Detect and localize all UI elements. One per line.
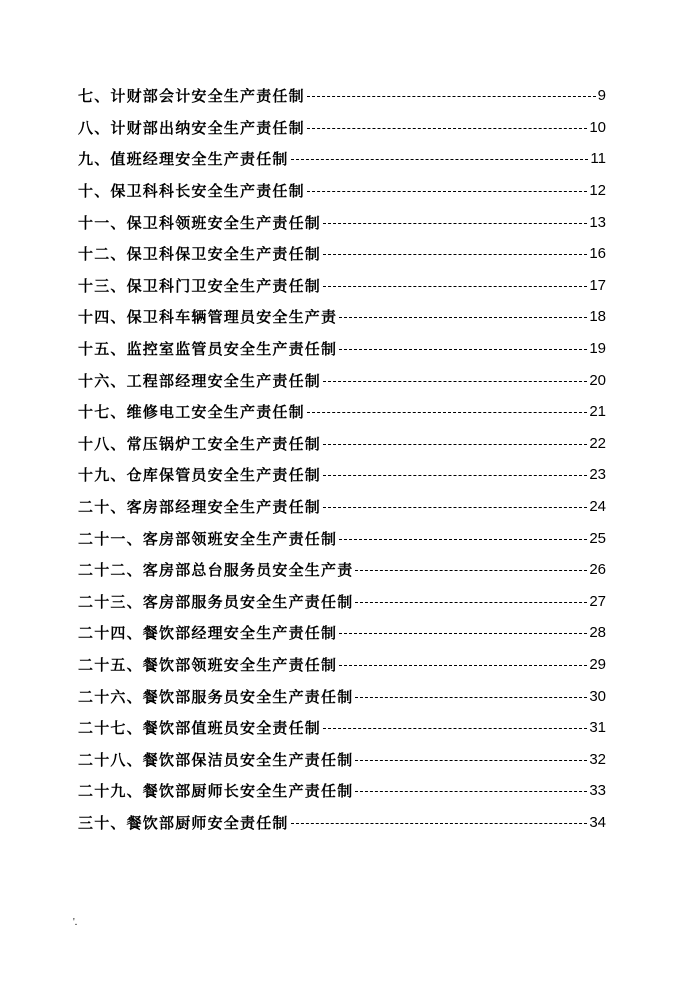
toc-leader-dashes — [355, 602, 587, 603]
toc-entry-title: 三十、餐饮部厨师安全责任制 — [78, 813, 289, 832]
toc-entry-page-number: 33 — [589, 782, 606, 800]
toc-leader-dashes — [291, 823, 588, 824]
toc-leader-dashes — [323, 223, 587, 224]
toc-entry-title: 十一、保卫科领班安全生产责任制 — [78, 213, 322, 232]
toc-entry-page-number: 32 — [589, 750, 606, 768]
toc-leader-dashes — [355, 570, 587, 571]
toc-entry-title: 二十三、客房部服务员安全生产责任制 — [78, 592, 354, 611]
toc-entry[interactable] — [78, 112, 606, 144]
toc-entry[interactable] — [78, 712, 606, 744]
toc-entry-title: 九、值班经理安全生产责任制 — [78, 150, 289, 169]
toc-entry-page-number: 10 — [589, 118, 606, 136]
toc-entry-title: 二十五、餐饮部领班安全生产责任制 — [78, 655, 338, 674]
toc-entry[interactable] — [78, 491, 606, 523]
toc-entry-page-number: 17 — [589, 276, 606, 294]
toc-leader-dashes — [323, 381, 587, 382]
toc-entry[interactable] — [78, 175, 606, 207]
toc-entry-title: 十九、仓库保管员安全生产责任制 — [78, 466, 322, 485]
toc-leader-dashes — [339, 665, 587, 666]
toc-leader-dashes — [323, 254, 587, 255]
toc-entry[interactable] — [78, 143, 606, 175]
toc-leader-dashes — [339, 349, 587, 350]
toc-entry-page-number: 27 — [589, 592, 606, 610]
toc-leader-dashes — [323, 728, 587, 729]
toc-entry[interactable] — [78, 649, 606, 681]
toc-entry[interactable] — [78, 80, 606, 112]
toc-entry-page-number: 21 — [589, 403, 606, 421]
toc-entry[interactable] — [78, 206, 606, 238]
toc-entry-page-number: 19 — [589, 340, 606, 358]
toc-entry-title: 十五、监控室监管员安全生产责任制 — [78, 340, 338, 359]
toc-leader-dashes — [323, 475, 587, 476]
toc-leader-dashes — [323, 507, 587, 508]
toc-entry[interactable] — [78, 554, 606, 586]
toc-entry[interactable] — [78, 807, 606, 839]
toc-entry-title: 二十二、客房部总台服务员安全生产责 — [78, 561, 354, 580]
toc-entry-page-number: 24 — [589, 498, 606, 516]
toc-entry-page-number: 29 — [589, 655, 606, 673]
toc-entry[interactable] — [78, 680, 606, 712]
toc-entry-title: 十二、保卫科保卫安全生产责任制 — [78, 245, 322, 264]
toc-entry-page-number: 11 — [590, 150, 606, 168]
toc-entry[interactable] — [78, 238, 606, 270]
toc-leader-dashes — [355, 791, 587, 792]
toc-entry-title: 十六、工程部经理安全生产责任制 — [78, 371, 322, 390]
toc-entry[interactable] — [78, 301, 606, 333]
toc-entry-page-number: 9 — [597, 87, 606, 105]
toc-leader-dashes — [307, 128, 588, 129]
toc-entry-title: 十七、维修电工安全生产责任制 — [78, 403, 305, 422]
toc-entry[interactable] — [78, 428, 606, 460]
toc-entry-title: 二十九、餐饮部厨师长安全生产责任制 — [78, 782, 354, 801]
toc-entry[interactable] — [78, 270, 606, 302]
toc-leader-dashes — [307, 191, 588, 192]
toc-entry-page-number: 22 — [589, 434, 606, 452]
toc-entry-page-number: 30 — [589, 687, 606, 705]
toc-entry-title: 七、计财部会计安全生产责任制 — [78, 87, 305, 106]
toc-leader-dashes — [339, 633, 587, 634]
toc-entry-title: 二十一、客房部领班安全生产责任制 — [78, 529, 338, 548]
toc-entry-title: 十四、保卫科车辆管理员安全生产责 — [78, 308, 338, 327]
toc-entry-page-number: 28 — [589, 624, 606, 642]
toc-entry-page-number: 16 — [589, 245, 606, 263]
toc-leader-dashes — [339, 317, 587, 318]
toc-leader-dashes — [323, 444, 587, 445]
toc-entry[interactable] — [78, 396, 606, 428]
toc-entry-page-number: 12 — [589, 182, 606, 200]
toc-entry-page-number: 13 — [589, 213, 606, 231]
toc-entry[interactable] — [78, 364, 606, 396]
toc-entry-title: 二十、客房部经理安全生产责任制 — [78, 498, 322, 517]
toc-entry-page-number: 18 — [589, 308, 606, 326]
toc-leader-dashes — [355, 760, 587, 761]
toc-entry-title: 十八、常压锅炉工安全生产责任制 — [78, 434, 322, 453]
toc-leader-dashes — [355, 697, 587, 698]
toc-entry-page-number: 31 — [589, 719, 606, 737]
toc-entry[interactable] — [78, 743, 606, 775]
toc-entry-title: 八、计财部出纳安全生产责任制 — [78, 118, 305, 137]
toc-entry-page-number: 26 — [589, 561, 606, 579]
toc-entry-page-number: 23 — [589, 466, 606, 484]
toc-entry[interactable] — [78, 333, 606, 365]
toc-entry[interactable] — [78, 775, 606, 807]
toc-entry-page-number: 34 — [589, 813, 606, 831]
toc-entry[interactable] — [78, 522, 606, 554]
toc-entry[interactable] — [78, 617, 606, 649]
toc-entry[interactable] — [78, 586, 606, 618]
toc-leader-dashes — [307, 96, 596, 97]
toc-leader-dashes — [339, 539, 587, 540]
toc-entry-title: 二十六、餐饮部服务员安全生产责任制 — [78, 687, 354, 706]
table-of-contents — [78, 80, 606, 838]
toc-entry-page-number: 20 — [589, 371, 606, 389]
toc-entry-page-number: 25 — [589, 529, 606, 547]
toc-leader-dashes — [307, 412, 588, 413]
toc-leader-dashes — [323, 286, 587, 287]
toc-entry-title: 二十八、餐饮部保洁员安全生产责任制 — [78, 750, 354, 769]
toc-entry[interactable] — [78, 459, 606, 491]
toc-entry-title: 二十七、餐饮部值班员安全责任制 — [78, 719, 322, 738]
toc-leader-dashes — [291, 159, 589, 160]
footer-mark: '. — [73, 917, 78, 928]
toc-entry-title: 十、保卫科科长安全生产责任制 — [78, 182, 305, 201]
toc-entry-title: 十三、保卫科门卫安全生产责任制 — [78, 276, 322, 295]
toc-entry-title: 二十四、餐饮部经理安全生产责任制 — [78, 624, 338, 643]
